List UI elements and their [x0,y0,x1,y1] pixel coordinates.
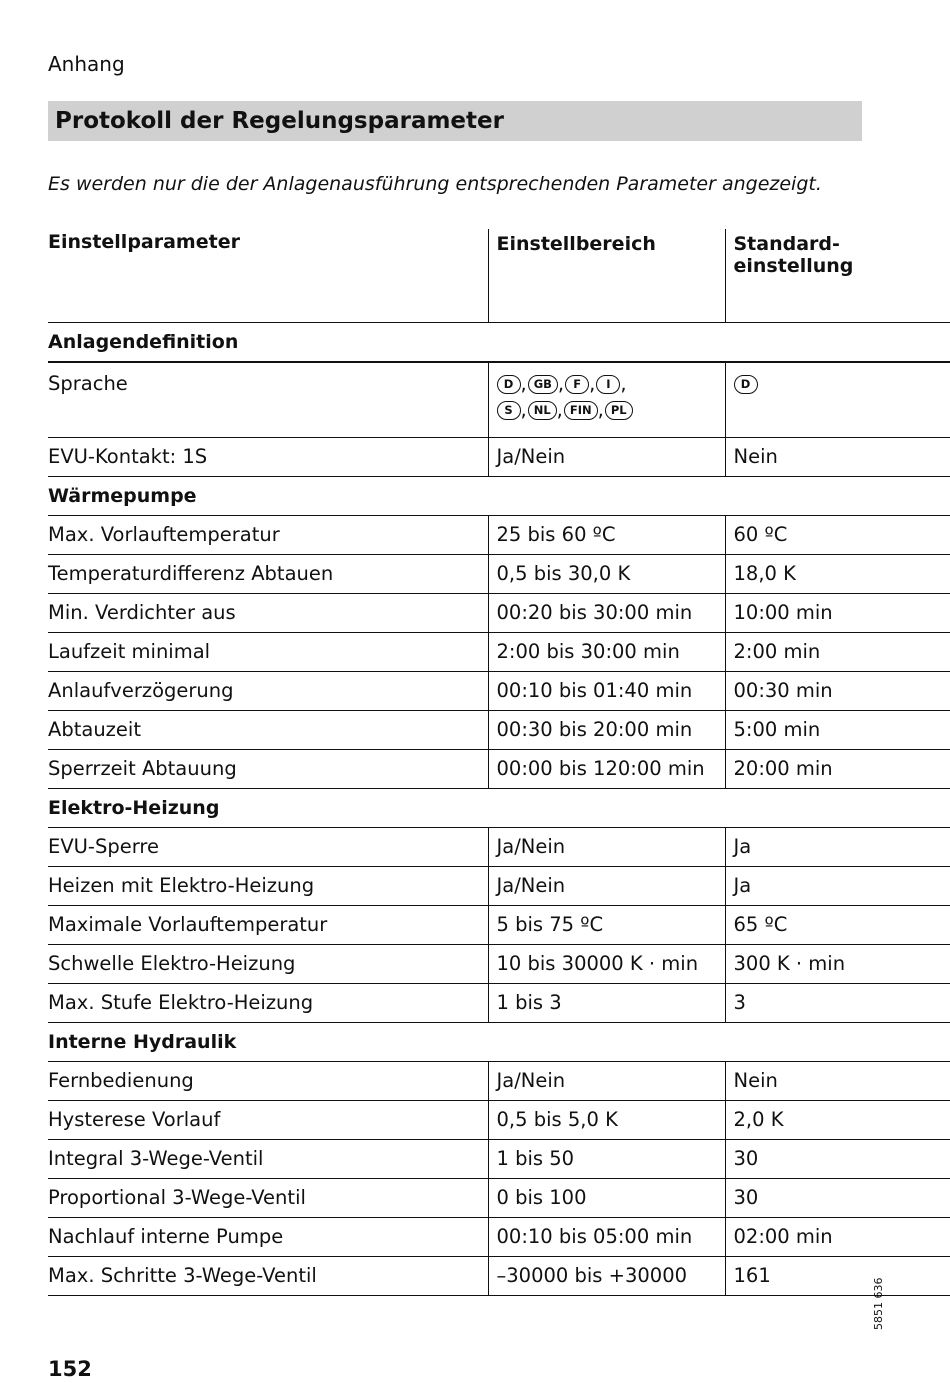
table-row [48,555,950,594]
parameter-cell: EVU-Kontakt: 1S [48,438,488,477]
table-row [48,1101,950,1140]
group-row [48,789,950,828]
range-cell: Ja/Nein [488,828,725,867]
range-cell: 00:30 bis 20:00 min [488,711,725,750]
group-heading: Interne Hydraulik [48,1023,950,1062]
language-badge: D [497,375,521,394]
table-row [48,984,950,1023]
table-row [48,1179,950,1218]
default-cell: 30 [725,1179,950,1218]
default-cell: 161 [725,1257,950,1296]
table-row [48,1218,950,1257]
table-header-row [48,229,950,323]
range-cell: –30000 bis +30000 [488,1257,725,1296]
range-cell: 00:10 bis 05:00 min [488,1218,725,1257]
document-number: 5851 636 [872,1277,885,1330]
default-cell: 30 [725,1140,950,1179]
page-number: 152 [48,1357,92,1381]
range-cell: 1 bis 50 [488,1140,725,1179]
range-cell: Ja/Nein [488,867,725,906]
range-cell: 5 bis 75 ºC [488,906,725,945]
table-row [48,1140,950,1179]
language-option: GB , [528,371,564,397]
language-option: F , [565,371,595,397]
default-cell: 2,0 K [725,1101,950,1140]
column-header-default [725,229,950,323]
language-option: S , [497,397,527,423]
parameter-cell: Maximale Vorlauftemperatur [48,906,488,945]
default-cell: 18,0 K [725,555,950,594]
parameter-cell: Temperaturdifferenz Abtauen [48,555,488,594]
column-header-default-line1: Standard- [733,233,840,255]
table-row [48,362,950,438]
range-cell: 10 bis 30000 K · min [488,945,725,984]
language-default-badge: D [734,375,758,394]
table-row [48,516,950,555]
parameter-cell: Integral 3-Wege-Ventil [48,1140,488,1179]
range-cell: 25 bis 60 ºC [488,516,725,555]
range-cell: 1 bis 3 [488,984,725,1023]
parameter-cell: Max. Vorlauftemperatur [48,516,488,555]
default-cell: 60 ºC [725,516,950,555]
parameter-cell: Nachlauf interne Pumpe [48,1218,488,1257]
table-row [48,711,950,750]
default-cell: 02:00 min [725,1218,950,1257]
parameter-cell: Schwelle Elektro-Heizung [48,945,488,984]
default-cell: 2:00 min [725,633,950,672]
table-row [48,945,950,984]
range-cell: Ja/Nein [488,1062,725,1101]
range-cell: 00:10 bis 01:40 min [488,672,725,711]
group-row [48,323,950,363]
parameter-cell: EVU-Sperre [48,828,488,867]
parameter-table [48,229,950,1296]
range-cell: 0,5 bis 5,0 K [488,1101,725,1140]
default-cell: 3 [725,984,950,1023]
group-heading: Elektro-Heizung [48,789,950,828]
default-cell: 10:00 min [725,594,950,633]
language-badge: I [596,375,620,394]
language-option: FIN , [564,397,604,423]
intro-text: Es werden nur die der Anlagenausführung entsprechenden Parameter angezeigt. [48,173,822,195]
column-header-parameter: Einstellparameter [48,229,488,323]
table-row [48,594,950,633]
language-badge: S [497,401,521,420]
table-row [48,438,950,477]
table-row [48,867,950,906]
default-cell: 20:00 min [725,750,950,789]
range-cell: Ja/Nein [488,438,725,477]
default-cell: Ja [725,828,950,867]
default-cell: 65 ºC [725,906,950,945]
parameter-cell: Proportional 3-Wege-Ventil [48,1179,488,1218]
table-row [48,633,950,672]
column-header-range: Einstellbereich [488,229,725,323]
parameter-cell: Sprache [48,362,488,438]
parameter-cell: Hysterese Vorlauf [48,1101,488,1140]
default-cell: 00:30 min [725,672,950,711]
language-option: I , [596,371,626,397]
table-row [48,828,950,867]
parameter-cell: Anlaufverzögerung [48,672,488,711]
range-cell: 0,5 bis 30,0 K [488,555,725,594]
default-cell: Nein [725,438,950,477]
group-heading: Anlagendefinition [48,323,950,363]
language-option [605,397,633,423]
range-cell: 0 bis 100 [488,1179,725,1218]
parameter-cell: Max. Stufe Elektro-Heizung [48,984,488,1023]
language-badge: FIN [564,401,598,420]
default-cell [725,362,950,438]
parameter-cell: Min. Verdichter aus [48,594,488,633]
parameter-cell: Heizen mit Elektro-Heizung [48,867,488,906]
column-header-default-line2: einstellung [733,255,854,277]
page-title: Protokoll der Regelungsparameter [48,101,862,141]
default-cell: 300 K · min [725,945,950,984]
group-row [48,477,950,516]
parameter-cell: Sperrzeit Abtauung [48,750,488,789]
range-cell [488,362,725,438]
language-option: NL , [528,397,563,423]
table-row [48,750,950,789]
default-cell: Ja [725,867,950,906]
range-cell: 00:00 bis 120:00 min [488,750,725,789]
range-cell: 2:00 bis 30:00 min [488,633,725,672]
table-row [48,672,950,711]
default-cell: Nein [725,1062,950,1101]
parameter-cell: Laufzeit minimal [48,633,488,672]
language-badge: GB [528,375,558,394]
language-badge: F [565,375,589,394]
parameter-cell: Max. Schritte 3-Wege-Ventil [48,1257,488,1296]
default-cell: 5:00 min [725,711,950,750]
parameter-cell: Abtauzeit [48,711,488,750]
group-row [48,1023,950,1062]
table-row [48,1257,950,1296]
language-option: D , [497,371,527,397]
group-heading: Wärmepumpe [48,477,950,516]
table-row [48,1062,950,1101]
section-label: Anhang [48,52,125,76]
range-cell: 00:20 bis 30:00 min [488,594,725,633]
table-row [48,906,950,945]
parameter-cell: Fernbedienung [48,1062,488,1101]
language-badge: PL [605,401,633,420]
language-badge: NL [528,401,557,420]
